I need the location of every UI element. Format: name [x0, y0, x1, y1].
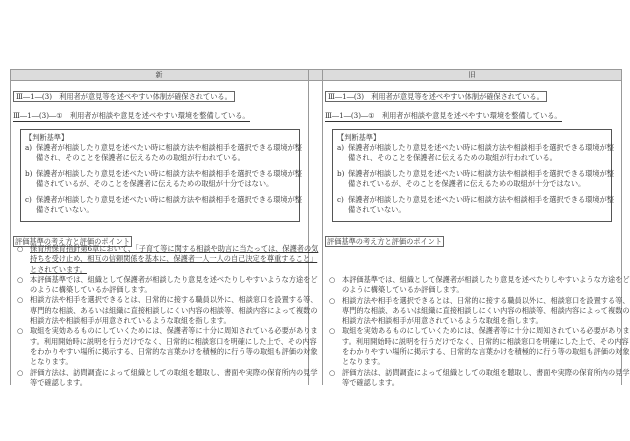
- criteria-text: [348, 169, 614, 190]
- bullet-marker: ○: [17, 244, 24, 253]
- criteria-marker: b): [25, 169, 33, 179]
- text-line: 備されているが、そのことを保護者に伝えるための取組が十分ではない。: [36, 179, 274, 189]
- text-line: のように構築しているか評価します。: [30, 285, 152, 295]
- text-line: をわかりやすい場所に掲示する、日常的な言葉かけを積極的に行う等の取組も評価の対象: [342, 347, 630, 357]
- column-new: [10, 81, 319, 387]
- text-line: 保護者が相談したり意見を述べたい時に相談方法や相談相手を選択できる環境が整: [36, 169, 302, 179]
- text-line: 保護者が相談したり意見を述べたい時に相談方法や相談相手を選択できる環境が整: [348, 143, 614, 152]
- text-line: 取組を実効あるものにしていくためには、保護者等に十分に周知されている必要がありま: [342, 326, 630, 336]
- point-item: [329, 367, 630, 389]
- criteria-marker: c): [337, 195, 344, 205]
- text-line: 持ちを受け止め、相互の信頼関係を基本に、保護者一人一人の自己決定を尊重すること」: [30, 254, 318, 264]
- criteria-marker: c): [25, 195, 32, 205]
- header-spacer: [309, 69, 322, 81]
- text-line: 専門的な相談、あるいは組織に直接相談しにくい内容の相談等、相談内容によって複数の: [30, 305, 318, 315]
- text-line: 取組を実効あるものにしていくためには、保護者等に十分に周知されている必要がありま: [30, 326, 318, 336]
- point-text: [30, 295, 318, 326]
- text-line: 等で確認します。: [30, 377, 87, 387]
- text-line: 保護者が相談したり意見を述べたい時に相談方法や相談相手を選択できる環境が整: [348, 195, 614, 205]
- text-line: 評価方法は、訪問調査によって組織としての取組を聴取し、書面や実際の保育所内の見学: [342, 367, 630, 377]
- criteria-box: [332, 129, 612, 222]
- column-old: [322, 81, 630, 387]
- criteria-item: [337, 169, 614, 190]
- text-line: 備されているが、そのことを保護者に伝えるための取組が十分ではない。: [348, 179, 586, 189]
- point-item: [17, 326, 318, 367]
- text-line: 相談方法や相談相手が用意されているような取組を指します。: [342, 316, 543, 326]
- text-line: 本評価基準では、組織として保護者が相談したり意見を述べたりしやすいような方途をど: [30, 274, 318, 284]
- text-line: 保護者が相談したり意見を述べたい時に相談方法や相談相手を選択できる環境が整: [348, 169, 614, 179]
- point-item: [17, 367, 318, 389]
- bullet-marker: ○: [329, 275, 336, 284]
- bullet-marker: ○: [17, 274, 24, 284]
- criteria-label: 【判断基準】: [337, 133, 381, 142]
- comparison-table: [10, 69, 630, 387]
- text-line: す。利用開始時に説明を行うだけでなく、日常的に相談窓口を明確にした上で、その内容: [30, 336, 317, 346]
- text-line: となります。: [30, 357, 73, 367]
- criteria-text: [36, 169, 302, 190]
- point-item: [17, 244, 319, 275]
- criteria-text: [36, 195, 302, 216]
- criteria-text: [348, 143, 614, 164]
- text-line: 保護者が相談したり意見を述べたい時に相談方法や相談相手を選択できる環境が整: [36, 195, 302, 205]
- criteria-marker: a): [337, 143, 345, 152]
- point-text: [342, 275, 630, 296]
- point-text: [30, 326, 318, 367]
- text-line: 備されていない。: [36, 205, 94, 215]
- point-item: [17, 295, 318, 326]
- text-line: 本評価基準では、組織として保護者が相談したり意見を述べたりしやすいような方途をど: [342, 275, 630, 284]
- criteria-item: [25, 143, 302, 164]
- point-text: [30, 275, 318, 296]
- criteria-marker: b): [337, 169, 345, 179]
- criteria-label: 【判断基準】: [25, 133, 69, 142]
- text-line: となります。: [342, 357, 385, 367]
- text-line: 備され、そのことを保護者に伝えるための取組が行われている。: [36, 153, 245, 163]
- text-line: 等で確認します。: [342, 377, 399, 387]
- point-text: [342, 296, 630, 327]
- text-line: とされています。: [30, 264, 87, 274]
- bullet-marker: ○: [17, 295, 24, 305]
- text-line: 備され、そのことを保護者に伝えるための取組が行われている。: [348, 153, 557, 163]
- text-line: 備されていない。: [348, 205, 406, 215]
- text-line: 相談方法や相手を選択できるとは、日常的に接する職員以外に、相談窓口を設置する等、: [342, 295, 630, 305]
- criteria-text: [348, 195, 614, 216]
- criteria-text: [36, 143, 302, 164]
- text-line: 保護者が相談したり意見を述べたい時に相談方法や相談相手を選択できる環境が整: [36, 143, 302, 152]
- subheading: Ⅲ―1―(3)―① 利用者が相談や意見を述べやすい環境を整備している。: [13, 111, 250, 120]
- bullet-marker: ○: [329, 295, 336, 305]
- text-line: す。利用開始時に説明を行うだけでなく、日常的に相談窓口を明確にした上で、その内容: [342, 336, 629, 346]
- criteria-item: [25, 195, 302, 216]
- subheading: Ⅲ―1―(3)―① 利用者が相談や意見を述べやすい環境を整備している。: [325, 111, 562, 120]
- criteria-item: [25, 169, 302, 190]
- point-item: [329, 326, 630, 367]
- point-text: [342, 326, 630, 367]
- point-text: [30, 244, 318, 275]
- criteria-box: [20, 129, 300, 222]
- text-line: のように構築しているか評価します。: [342, 285, 464, 295]
- points-label: 評価基準の考え方と評価のポイント: [15, 237, 131, 246]
- criteria-item: [337, 143, 614, 164]
- criteria-marker: a): [25, 143, 33, 152]
- point-item: [329, 295, 630, 327]
- heading-box: Ⅲ―1―(3) 利用者が意見等を述べやすい体制が確保されている。: [13, 91, 235, 102]
- text-line: 相談方法や相談相手が用意されているような取組を指します。: [30, 316, 231, 326]
- point-item: [329, 275, 630, 296]
- bullet-marker: ○: [329, 326, 336, 336]
- point-text: [30, 368, 318, 389]
- bullet-marker: ○: [17, 326, 24, 336]
- points-label: 評価基準の考え方と評価のポイント: [327, 237, 443, 246]
- points-list: [329, 275, 630, 388]
- text-line: をわかりやすい場所に掲示する、日常的な言葉かけを積極的に行う等の取組も評価の対象: [30, 346, 318, 356]
- header-new: 新: [10, 69, 308, 81]
- point-text: [342, 368, 630, 389]
- point-item: [17, 274, 318, 296]
- text-line: 専門的な相談、あるいは組織に直接相談しにくい内容の相談等、相談内容によって複数の: [342, 305, 630, 315]
- heading-box: Ⅲ―1―(3) 利用者が意見等を述べやすい体制が確保されている。: [325, 91, 547, 102]
- points-list: [17, 244, 319, 388]
- bullet-marker: ○: [17, 367, 24, 377]
- criteria-item: [337, 195, 614, 216]
- bullet-marker: ○: [329, 367, 336, 377]
- text-line: 評価方法は、訪問調査によって組織としての取組を聴取し、書面や実際の保育所内の見学: [30, 367, 318, 377]
- text-line: 保育所保育指針第6章において、「子育て等に関する相談や助言に当たっては、保護者の気: [30, 244, 319, 253]
- text-line: 相談方法や相手を選択できるとは、日常的に接する職員以外に、相談窓口を設置する等、: [30, 295, 318, 305]
- header-old: 旧: [322, 69, 622, 81]
